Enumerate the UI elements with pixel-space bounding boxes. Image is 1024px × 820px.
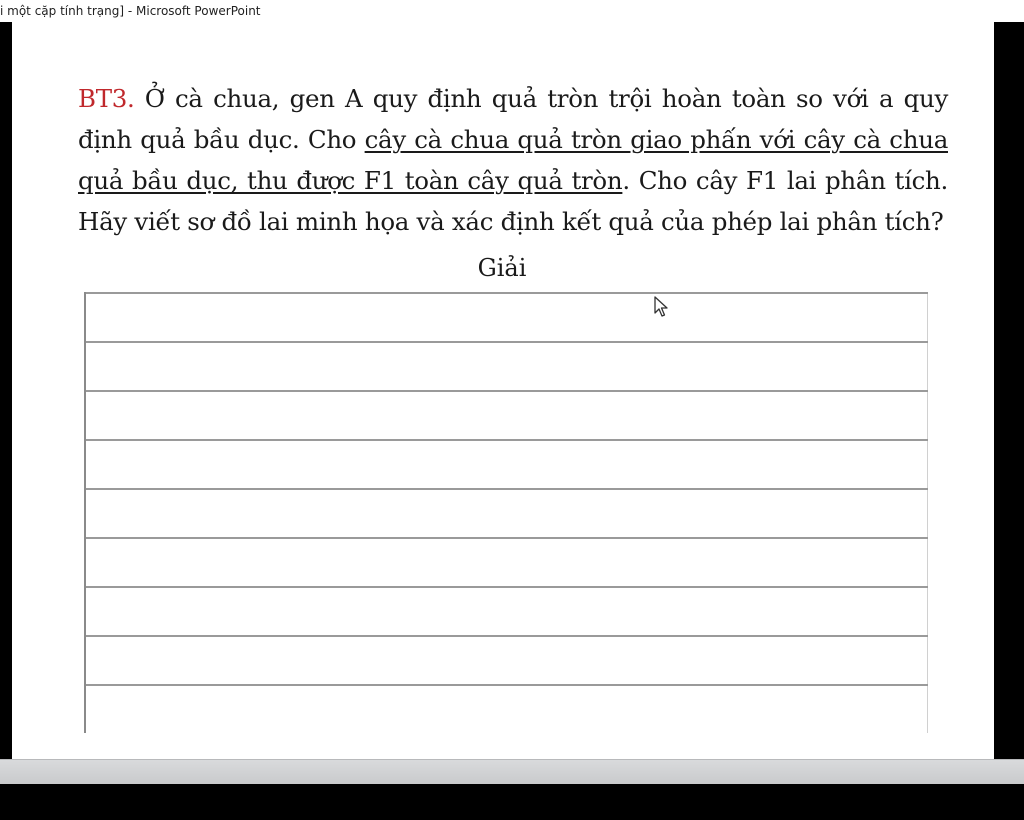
answer-row[interactable]	[86, 390, 928, 439]
status-bar	[0, 759, 1024, 784]
question-label: BT3.	[78, 84, 135, 113]
question-segment-underlined: cây cà chua quả tròn giao phấn với cây cà chua quả bầu dục, thu được F1 toàn cây quả tròn	[78, 125, 948, 195]
question-segment-3: . Cho cây F1 lai phân tích. Hãy viết sơ đồ lai minh họa và xác định kết quả của phép lai phân tích?	[78, 166, 948, 236]
question-text	[78, 78, 948, 242]
answer-row[interactable]	[86, 537, 928, 586]
answer-row[interactable]	[86, 586, 928, 635]
answer-row[interactable]	[86, 488, 928, 537]
right-black-border	[994, 22, 1024, 759]
answer-row[interactable]	[86, 292, 928, 341]
question-segment-1: Ở cà chua, gen A quy định quả tròn trội hoàn toàn so với a quy định quả bầu dục. Cho	[78, 84, 948, 154]
window-title: i một cặp tính trạng] - Microsoft PowerPoint	[0, 4, 261, 18]
answer-row[interactable]	[86, 635, 928, 684]
mouse-pointer-icon	[654, 296, 670, 318]
bottom-black-border	[0, 784, 1024, 820]
answer-row[interactable]	[86, 439, 928, 488]
slide-canvas	[12, 22, 994, 759]
answer-table	[84, 292, 928, 733]
left-black-border	[0, 22, 12, 759]
window-titlebar	[0, 0, 1024, 22]
solution-heading: Giải	[477, 254, 527, 282]
answer-row[interactable]	[86, 684, 928, 733]
answer-row[interactable]	[86, 341, 928, 390]
